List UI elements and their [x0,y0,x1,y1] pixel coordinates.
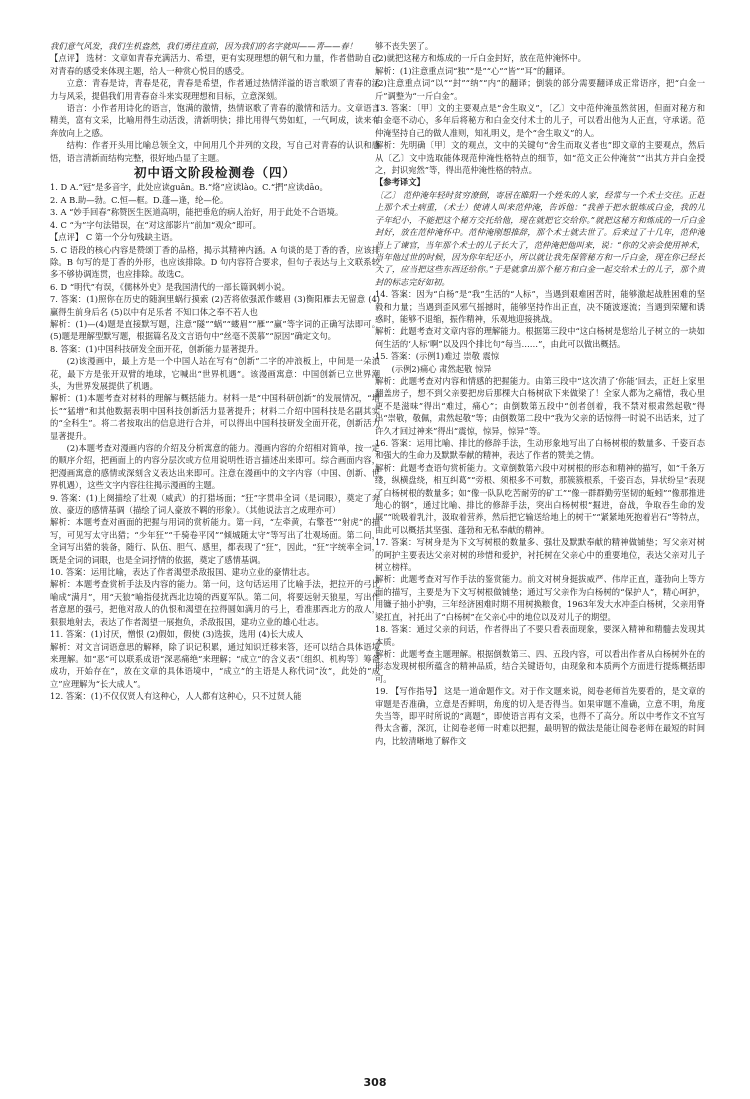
answer-paragraph: 我们意气风发，我们生机盎然，我们勇往直前，因为我们的名字就叫——青——春！ [50,41,357,51]
answer-paragraph: 解析：先明确〔甲〕文的观点，文中的关键句“舍生而取义者也”即文章的主要观点，然后从〔乙〕文中选取能体现范仲淹性格特点的细节，如“范文正公仲淹贫”“出其方并白金授之，封识宛然”等，得出范仲淹性格的特点。 [375,140,705,176]
answer-paragraph: 解析：(1)注意重点词“独”“是”“心”“皆”“耳”的翻译。 [375,65,571,76]
answer-paragraph: 解析：(1)—(4)题是直接默写题，注意“隧”“蜗”“蝼眉”“雁”“赢”等字词的正确写法即可。(5)题是理解型默写题，根据篇名及文言语句中“丝毫不羡慕”“原因”确定文句。 [50,318,380,342]
answer-paragraph: 够不丧失罢了。 [375,41,434,51]
answer-paragraph: 解析：(1)本题考查对材料的理解与概括能力。材料一是“中国科研创新”的发展情况，“增长”“猛增”和其他数据表明中国科技创新活力显著提升；材料二介绍中国科技是名副其实的“全科生”。将二者按取出的信息进行合并，可以得出中国科技研发全面开花，创新活力显著提升。 [50,393,380,441]
left-column [50,40,380,1070]
answer-paragraph: 14. 答案：因为“白杨”是“我”生活的“人标”，当遇到艰难困苦时，能够激起战胜困难的坚毅和力量；当遇到歪风邪气摇撼时，能够坚持作出正直，决不随波逐流；当遇到荣耀和诱惑时，能够不退缩，振作精神，乐观地迎接挑战。 [375,289,705,324]
section-label: 【参考译文】 [375,177,425,188]
answer-paragraph: (2)该漫画中，最上方是一个中国人站在写有“创新”二字的冲浪板上，中间是一朵浪花，最下方是张开双臂的地球，它喊出“世界机遇”。该漫画寓意：中国创新已立世界潮头，为世界发展提供了机遇。 [50,356,380,391]
answer-paragraph: 解析：此题考查主题理解。根据倒数第三、四、五段内容，可以看出作者从白杨树外在的形态发现树根所蕴含的精神品质，结合关键语句，由现象和本质两个方面进行提炼概括即可。 [375,648,705,684]
answer-paragraph: 解析：此题考查语句赏析能力。文章倒数第六段中对树根的形态和精神的描写，如“千条万缕，纵横盘绕，相互纠葛”“旁根、须根多不可数，那簇簇根系，千姿百态，异状纷呈”表现了白杨树根的数量多；如“像一队队吃苦耐劳的矿工”“像一群群勤劳坚韧的蚯蚓”“像那推进地心的钢”，通过比喻、排比的修辞手法，突出白杨树根“掘进，奋战，争取吞生命的发展”“吮吸着乳汁，汲取着营养，然后把它输送给地上的树干”“紧紧地死抱着岩石”等特点，由此可以概括其坚强、蓬勃和无私奉献的精神。 [375,462,705,535]
answer-paragraph: 18. 答案：通过父亲的问话，作者得出了不要只看表面现象，要深入精神和精髓去发现其本质。 [375,624,705,647]
answer-paragraph: 解析：对文言词语意思的解释，除了识记积累，通过知识迁移来答，还可以结合具体语境来理解。如“恶”可以联系成语“深恶痛绝”来理解；“成立”的含义表“〔组织、机构等〕筹备成功，开始存在”，放在文章的具体语境中，“成立”的主语是人称代词“汝”，此处的“成立”应理解为“长大成人”。 [50,641,380,689]
answer-paragraph: (2)就把这秘方和炼成的一斤白金封好，放在范仲淹怀中。 [375,53,586,64]
answer-paragraph: 5. C 语段的核心内容是赞颂丁香的品格，揭示其精神内涵。A 句谈的是丁香的香，应该排除。B 句写的是丁香的外形，也应该排除。D 句内容符合要求，但句子表达与上文联系较多不够协调连贯，也应排除。故选C。 [50,244,380,280]
answer-paragraph: 4. C “为”字句法错误，在“对这部影片”前加“观众”即可。 [50,219,261,230]
answer-paragraph: 2. A B.助—勃。C.恒—框。D.蓬—逢，纶—伦。 [50,194,229,205]
answer-paragraph: 【点评】 C 第一个分句残缺主语。 [50,232,178,243]
answer-paragraph: 11. 答案：(1)讨厌，憎恨 (2)假如，假使 (3)选拔，选用 (4)长大成人 [50,629,304,640]
answer-paragraph: 8. 答案：(1)中国科技研发全面开花，创新能力显著提升。 [50,343,264,354]
answer-paragraph: 立意：青春是诗，青春是花，青春是希望，作者通过热情洋溢的语言歌颂了青春的活力与风采，提倡我们用青春奋斗来实现理想和目标，立意深刻。 [50,78,380,101]
answer-paragraph: 解析：本题考查赏析手法及内容的能力。第一问，这句话运用了比喻手法，把拉开的弓比喻成“满月”，用“天狼”喻指侵扰西北边境的西夏军队。第二问，将要远射天狼星，写出作者意愿的强弓，把他对敌人的仇恨和渴望在拉得圆如满月的弓上，看准那西北方的敌人，狠狠地射去，表达了作者渴望一展抱负，杀敌报国，建功立业的雄心壮志。 [50,579,380,627]
answer-paragraph: 3. A “妙手回春”称赞医生医道高明，能把垂危的病人治好，用于此处不合语境。 [50,207,344,218]
answer-paragraph: 1. D A.“冠”是多音字，此处应读guān。B.“烙”应读lào。C.“捫”应读dāo。 [50,182,328,193]
section-title: 初中语文阶段检测卷（四） [133,165,296,181]
answer-paragraph: 7. 答案：(1)照你在历史的随涧里蜗行摸索 (2)苦将依强派作蝼眉 (3)衡阳雁去无留意 (4)赢得生前身后名 (5)以中有足乐者 不知口体之奉不若人也 [50,294,380,317]
page-number: 308 [363,1076,387,1089]
right-column [375,40,705,1070]
answer-paragraph: 6. D “明代”有误，《儒林外史》是我国清代的一部长篇讽刺小说。 [50,281,290,292]
answer-paragraph: (2)本题考查对漫画内容的介绍及分析寓意的能力。漫画内容的介绍相对简单，按一定的顺序介绍，把画面上的内容分层次或方位用说明性语言描述出来即可。综合画面内容，把漫画寓意的感情或深刻含义表达出来即可。注意在漫画中的文字内容（中国、创新、世界机遇），这些文字内容往往揭示漫画的主题。 [50,443,380,491]
answer-paragraph: 解析：此题考查对文章内容的理解能力。根据第三段中“这白杨树是您给儿子树立的一块如何生活的‘人标’啊”以及四个排比句“每当……”，由此可以做出概括。 [375,326,705,349]
answer-paragraph: 解析：此题考查对写作手法的鉴赏能力。前文对树身挺拔威严、伟岸正直，蓬勃向上等方面的描写，主要是为下文写树根做铺垫；通过写父亲作为白杨树的“保护人”，精心呵护，用镰子抽小护驹，三年经济困难时期不用树换粮食，1963年发大水冲歪白杨树，父亲用脊梁扛直，衬托出了“白杨树”在父亲心中的地位以及对儿子的期望。 [375,574,705,622]
answer-paragraph: 15. 答案：(示例1)难过 崇敬 震惊 [375,351,500,362]
answer-paragraph: 结构：作者开头用比喻总领全文，中间用几个并列的文段，写自己对青春的认识和感悟，语言清新而结构完整，很好地凸显了主题。 [50,140,380,163]
answer-paragraph: 语言：小作者用诗化的语言，饱满的激情，热情讴歌了青春的激情和活力。文章语言精美，富有文采，比喻用得生动活泼，清新明快；排比用得气势如虹，一气呵成，读来有奔放向上之感。 [50,103,380,138]
answer-paragraph: 16. 答案：运用比喻、排比的修辞手法，生动形象地写出了白杨树根的数量多、千姿百态和强大的生命力及默默奉献的精神，表达了作者的赞美之情。 [375,438,705,461]
answer-paragraph: 9. 答案：(1)上阕描绘了壮观（威武）的打猎场面；“狂”字贯串全词（是词眼），奠定了奔放、豪迈的感情基调（描绘了词人豪放不羁的形象）。（其他说法言之成理亦可） [50,492,380,516]
answer-paragraph: 【点评】 选材：文章如青春充满活力、希望，更有实现理想的朝气和力量，作者借助自己对青春的感受来体现主题，给人一种赏心悦目的感受。 [50,53,380,76]
answer-paragraph: (2)注意重点词“以”“封”“纳”“内”的翻译；倒装的部分需要翻译成正常语序，把“白金一斤”调整为“一斤白金”。 [375,78,705,101]
answer-paragraph: 12. 答案：(1)不仅仅贤人有这种心，人人都有这种心，只不过贤人能 [50,691,302,702]
answer-paragraph: 解析：此题考查对内容和情感的把握能力。由第三段中“这次清了‘你能’回去，正赶上家里翻盖房子，想不到父亲要把房后那棵大白杨树砍下来做梁了！全家人都为之痛惜，我心里更不是滋味”得出“难过，痛心”；由倒数第五段中“创者创着，我不禁对根肃然起敬”得出“崇敬，敬佩，肃然起敬”等；由倒数第二段中“我为父亲的话惊得一时说不出话来，过了许久才回过神来”得出“震惊，惊异，惊异”等。 [375,375,705,436]
answer-paragraph: (示例2)痛心 肃然起敬 惊异 [391,363,492,374]
answer-paragraph: 17. 答案：写树身是为下文写树根的数量多、强壮及默默奉献的精神做铺垫；写父亲对树的呵护主要表达父亲对树的珍惜和爱护，衬托树在父亲心中的重要地位，表达父亲对儿子树立榜样。 [375,537,705,573]
answer-paragraph: 13. 答案：〔甲〕文的主要观点是“舍生取义”，〔乙〕文中范仲淹虽然贫困，但面对秘方和白金毫不动心，多年后将秘方和白金交付术士的儿子，可以看出他为人正直，守承诺。范仲淹坚持自己的做人准则，知礼明义，是个“舍生取义”的人。 [375,103,705,138]
answer-paragraph: 10. 答案：运用比喻，表达了作者渴望杀敌报国、建功立业的豪情壮志。 [50,567,315,578]
answer-paragraph: 19. 【写作指导】 这是一道命题作文。对于作文题来说，阅卷老师首先要看的，是文章的审题是否准确，立意是否鲜明，角度的切入是否得当。如果审题不准确，立意不明，角度失当等，即平时所说的“离题”，即使语言再有文采，也得不了高分。所以中考作文不宜写得太含蓄，深沉，让阅卷老师一时难以把握，最明智的做法是能让阅卷老师在最短的时间内，比较清晰地了解作文 [375,686,705,746]
answer-paragraph: 解析：本题考查对画面的把握与用词的赏析能力。第一问，“左牵黄，右擎苍”“射虎”的描写，可见写太守出猎；“少年狂”“千骑卷平冈”“倾城随太守”等写出了壮观场面。第二问，全词写出猎的装备，随行、队伍、胆气、感里，都表现了“狂”，因此，“狂”字统率全词，既是全词的词眼，也是全词抒情的依据，奠定了感情基调。 [50,517,380,565]
answer-paragraph: 〔乙〕 范仲淹年轻时贫穷潦倒，寄居在睢阳一个姓朱的人家，经常与一个术士交往。正赶上那个术士病重，（术士）使请人叫来范仲淹，告诉他：“我善于把水银炼成白金，我的儿子年纪小，不能把这个秘方交托给他，现在就把它交给你。”就把这秘方和炼成的一斤白金封好，放在范仲淹怀中。范仲淹刚想推辞，那个术士就去世了。后来过了十几年，范仲淹当上了谏官，当年那个术士的儿子长大了，范仲淹把他叫来，说：“你的父亲会使用神术，当年他过世的时候，因为你年纪还小，所以就让我先保管秘方和一斤白金，现在你已经长大了，应当把这些东西还给你。”于是就拿出那个秘方和白金一起交给术士的儿子，那个贵封的标志完好如初。 [375,189,705,287]
